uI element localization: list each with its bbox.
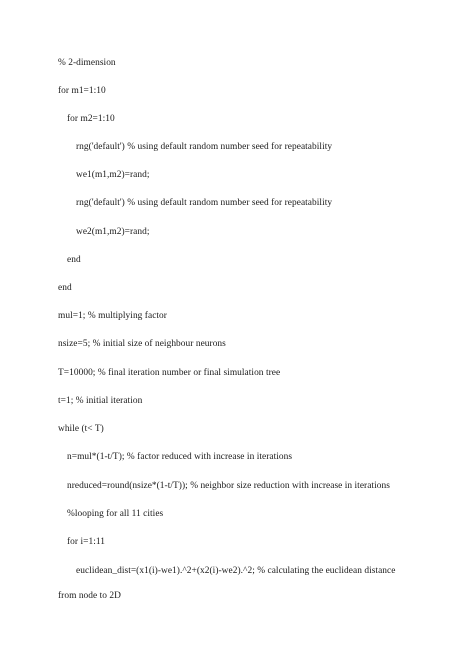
code-line-comment-2d: % 2-dimension [58,58,116,68]
code-line-we1: we1(m1,m2)=rand; [76,170,150,180]
code-line-euclidean-cont: from node to 2D [58,591,121,601]
code-line-for-m1: for m1=1:10 [58,86,106,96]
code-line-we2: we2(m1,m2)=rand; [76,227,150,237]
code-line-while: while (t< T) [58,424,104,434]
code-line-euclidean: euclidean_dist=(x1(i)-we1).^2+(x2(i)-we2).^2; % calculating the euclidean distance [76,566,396,576]
code-line-end-inner: end [67,255,81,265]
code-line-for-i: for i=1:11 [67,537,105,547]
code-line-nreduced: nreduced=round(nsize*(1-t/T)); % neighbor size reduction with increase in iterations [67,481,390,491]
code-line-for-m2: for m2=1:10 [67,114,115,124]
code-line-T: T=10000; % final iteration number or final simulation tree [58,368,281,378]
code-line-end-outer: end [58,283,72,293]
code-line-rng-2: rng('default') % using default random number seed for repeatability [76,198,333,208]
code-line-t: t=1; % initial iteration [58,396,143,406]
code-line-rng-1: rng('default') % using default random number seed for repeatability [76,142,333,152]
code-line-n: n=mul*(1-t/T); % factor reduced with increase in iterations [67,452,293,462]
code-line-mul: mul=1; % multiplying factor [58,311,167,321]
code-line-comment-cities: %looping for all 11 cities [67,509,164,519]
code-line-nsize: nsize=5; % initial size of neighbour neurons [58,339,226,349]
